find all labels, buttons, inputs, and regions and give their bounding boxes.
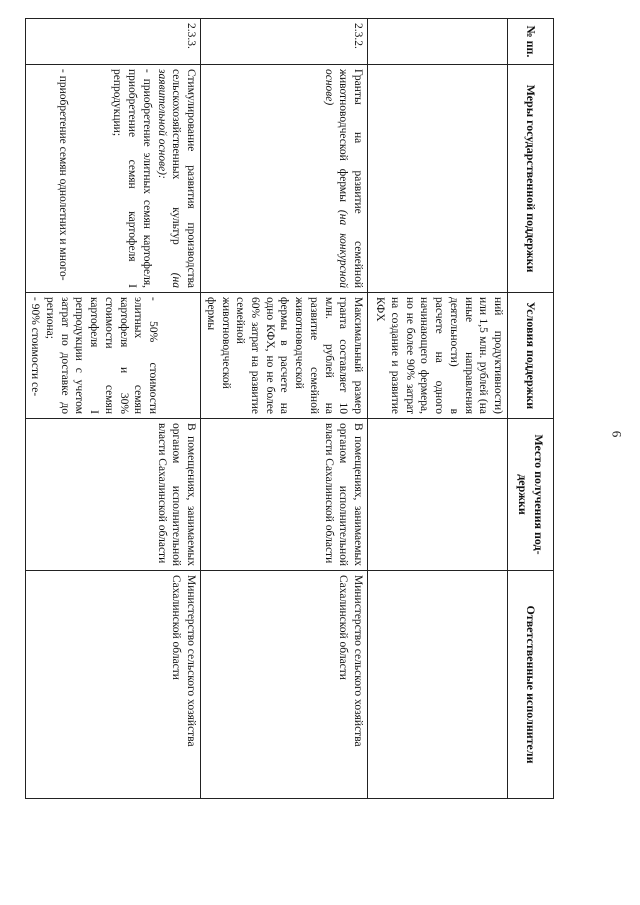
- measure-note: (на заявительной основе):: [155, 69, 183, 288]
- cell-conditions: [25, 293, 200, 419]
- cell-measure: [368, 65, 508, 293]
- conditions-item: - 90% стоимости се-: [29, 297, 42, 397]
- cell-number: [368, 19, 508, 65]
- header-measures: Меры государственной поддержки: [508, 65, 554, 293]
- cell-place: [368, 419, 508, 571]
- measure-item: - приобретение элитных семян картофеля, приобретение семян картофеля I репродукции;: [111, 69, 153, 288]
- header-number: № пп.: [508, 19, 554, 65]
- cell-place: В помещениях, занимаемых органом исполнительной власти Сахалинской области: [201, 419, 368, 571]
- cell-executors: Министерство сельского хозяйства Сахалинской области: [201, 571, 368, 799]
- measure-note: (на конкурсной основе): [322, 69, 350, 288]
- header-place: Место получения под-держки: [508, 419, 554, 571]
- measure-title: Гранты на развитие семейной животноводческой фермы: [337, 69, 364, 288]
- page-number: 6: [609, 430, 625, 438]
- cell-conditions: Максимальный размер гранта составляет 10 млн. рублей на развитие семейной животноводческой фермы в расчете на одно КФХ, но не более 60% затрат на развитие семейной животноводческой фермы: [201, 293, 368, 419]
- cell-executors: Министерство сельского хозяйства Сахалинской области: [25, 571, 200, 799]
- table-row-2-3-2: [201, 19, 368, 799]
- support-measures-table: [25, 18, 554, 799]
- cell-place: В помещениях, занимаемых органом исполнительной власти Сахалинской области: [25, 419, 200, 571]
- conditions-item: - 50% стоимости элитных семян картофеля и 30% стоимости семян картофеля I репродукции с учетом затрат по доставке до региона;: [44, 297, 160, 414]
- measure-item: - приобретение семян однолетних и много-: [56, 69, 69, 281]
- support-measures-table-sheet: [29, 18, 554, 798]
- cell-number: 2.3.2.: [201, 19, 368, 65]
- cell-measure: [201, 65, 368, 293]
- table-row-2-3-3: [25, 19, 200, 799]
- cell-conditions: ний продуктивности) или 1,5 млн. рублей (на иные направления деятельности) в расчете на одного начинающего фермера, но не более 90% затрат на создание и развитие КФХ: [368, 293, 508, 419]
- table-header-row: [508, 19, 554, 799]
- measure-title: Стимулирование развития производства сельскохозяйственных культур: [170, 69, 198, 288]
- cell-executors: [368, 571, 508, 799]
- cell-measure: [25, 65, 200, 293]
- table-row-continuation: [368, 19, 508, 799]
- header-conditions: Условия поддержки: [508, 293, 554, 419]
- cell-number: 2.3.3.: [25, 19, 200, 65]
- header-executors: Ответственные исполнители: [508, 571, 554, 799]
